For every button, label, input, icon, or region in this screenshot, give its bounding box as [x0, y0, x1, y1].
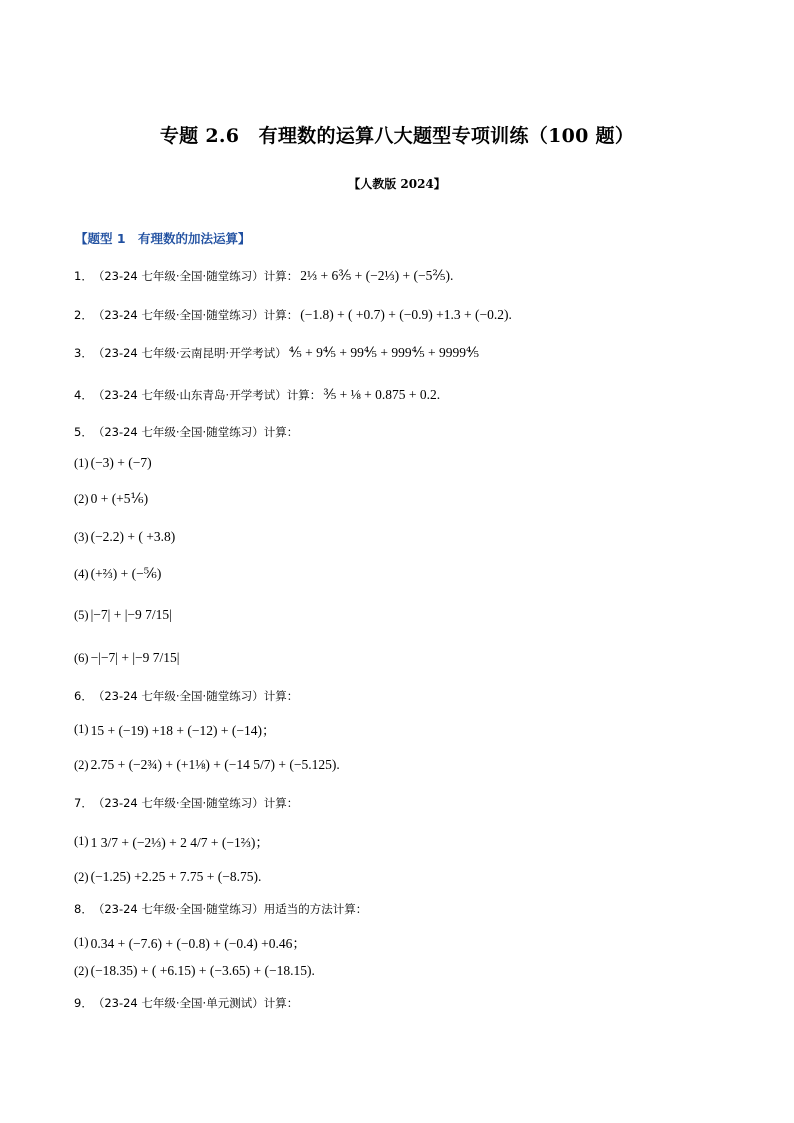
- question-expression: 2⅓ + 6⅗ + (−2⅓) + (−5⅖).: [300, 268, 454, 283]
- question-number: 2．: [74, 308, 93, 322]
- question-line: [74, 688, 300, 704]
- subquestion-number: (1): [74, 721, 89, 736]
- subquestion-number: (6): [74, 650, 89, 665]
- question-source: （23-24 七年级·全国·随堂练习）计算：: [92, 425, 299, 439]
- question-number: 3．: [74, 346, 93, 360]
- question-number: 7．: [74, 796, 93, 810]
- question-number: 4．: [74, 388, 93, 402]
- subquestion-number: (4): [74, 566, 89, 581]
- question-expression: (−1.8) + ( +0.7) + (−0.9) +1.3 + (−0.2).: [300, 307, 512, 322]
- question-expression: 0 + (+5⅙): [90, 491, 149, 506]
- subquestion-line: [74, 566, 161, 582]
- question-expression: 1 3/7 + (−2⅓) + 2 4/7 + (−1⅔)；: [90, 835, 269, 850]
- question-line: [74, 901, 369, 917]
- edition-label: 【人教版 2024】: [348, 177, 446, 191]
- question-number: 5．: [74, 425, 93, 439]
- question-source: （23-24 七年级·山东青岛·开学考试）计算：: [92, 388, 322, 402]
- subquestion-number: (1): [74, 455, 89, 470]
- subquestion-line: [74, 963, 315, 979]
- section-heading: 【题型 1 有理数的加法运算】: [75, 231, 251, 246]
- question-number: 1．: [74, 269, 93, 283]
- subquestion-number: (2): [74, 869, 89, 884]
- question-source: （23-24 七年级·全国·随堂练习）计算：: [92, 308, 299, 322]
- question-expression: (−3) + (−7): [90, 455, 152, 470]
- subquestion-line: [74, 491, 148, 507]
- question-source: （23-24 七年级·全国·随堂练习）计算：: [92, 689, 299, 703]
- question-expression: 2.75 + (−2¾) + (+1⅛) + (−14 5/7) + (−5.125).: [90, 757, 340, 772]
- question-line: [74, 387, 440, 403]
- subquestion-line: [74, 869, 261, 885]
- subquestion-line: [74, 831, 269, 851]
- question-line: [74, 345, 479, 361]
- question-line: [74, 307, 512, 323]
- subquestion-line: [74, 455, 152, 471]
- question-source: （23-24 七年级·全国·随堂练习）计算：: [92, 796, 299, 810]
- subquestion-line: [74, 719, 275, 739]
- question-expression: (−2.2) + ( +3.8): [90, 529, 176, 544]
- question-expression: (+⅔) + (−⅚): [90, 566, 162, 581]
- question-line: [74, 995, 300, 1011]
- question-expression: ⅗ + ⅛ + 0.875 + 0.2.: [323, 387, 441, 402]
- question-number: 9．: [74, 996, 93, 1010]
- question-line: [74, 795, 300, 811]
- question-expression: −|−7| + |−9 7/15|: [90, 650, 180, 665]
- question-expression: 0.34 + (−7.6) + (−0.8) + (−0.4) +0.46；: [90, 936, 306, 951]
- question-number: 8．: [74, 902, 93, 916]
- page-title: 专题 2.6 有理数的运算八大题型专项训练（100 题）: [159, 125, 635, 147]
- question-source: （23-24 七年级·全国·单元测试）计算：: [92, 996, 299, 1010]
- subquestion-number: (3): [74, 529, 89, 544]
- question-expression: (−1.25) +2.25 + 7.75 + (−8.75).: [90, 869, 262, 884]
- subquestion-line: [74, 650, 179, 666]
- subquestion-number: (5): [74, 607, 89, 622]
- question-expression: 15 + (−19) +18 + (−12) + (−14)；: [90, 723, 276, 738]
- subquestion-number: (1): [74, 934, 89, 949]
- question-source: （23-24 七年级·全国·随堂练习）计算：: [92, 269, 299, 283]
- subquestion-line: [74, 607, 172, 623]
- question-expression: ⅘ + 9⅘ + 99⅘ + 999⅘ + 9999⅘: [288, 345, 480, 360]
- question-line: [74, 424, 300, 440]
- question-expression: (−18.35) + ( +6.15) + (−3.65) + (−18.15).: [90, 963, 315, 978]
- subquestion-line: [74, 529, 175, 545]
- question-line: [74, 268, 453, 284]
- question-source: （23-24 七年级·云南昆明·开学考试）: [92, 346, 287, 360]
- question-expression: |−7| + |−9 7/15|: [90, 607, 172, 622]
- subquestion-number: (2): [74, 963, 89, 978]
- subquestion-number: (2): [74, 757, 89, 772]
- subquestion-line: [74, 932, 306, 952]
- subquestion-number: (2): [74, 491, 89, 506]
- question-source: （23-24 七年级·全国·随堂练习）用适当的方法计算：: [92, 902, 368, 916]
- subquestion-number: (1): [74, 833, 89, 848]
- subquestion-line: [74, 757, 340, 773]
- question-number: 6．: [74, 689, 93, 703]
